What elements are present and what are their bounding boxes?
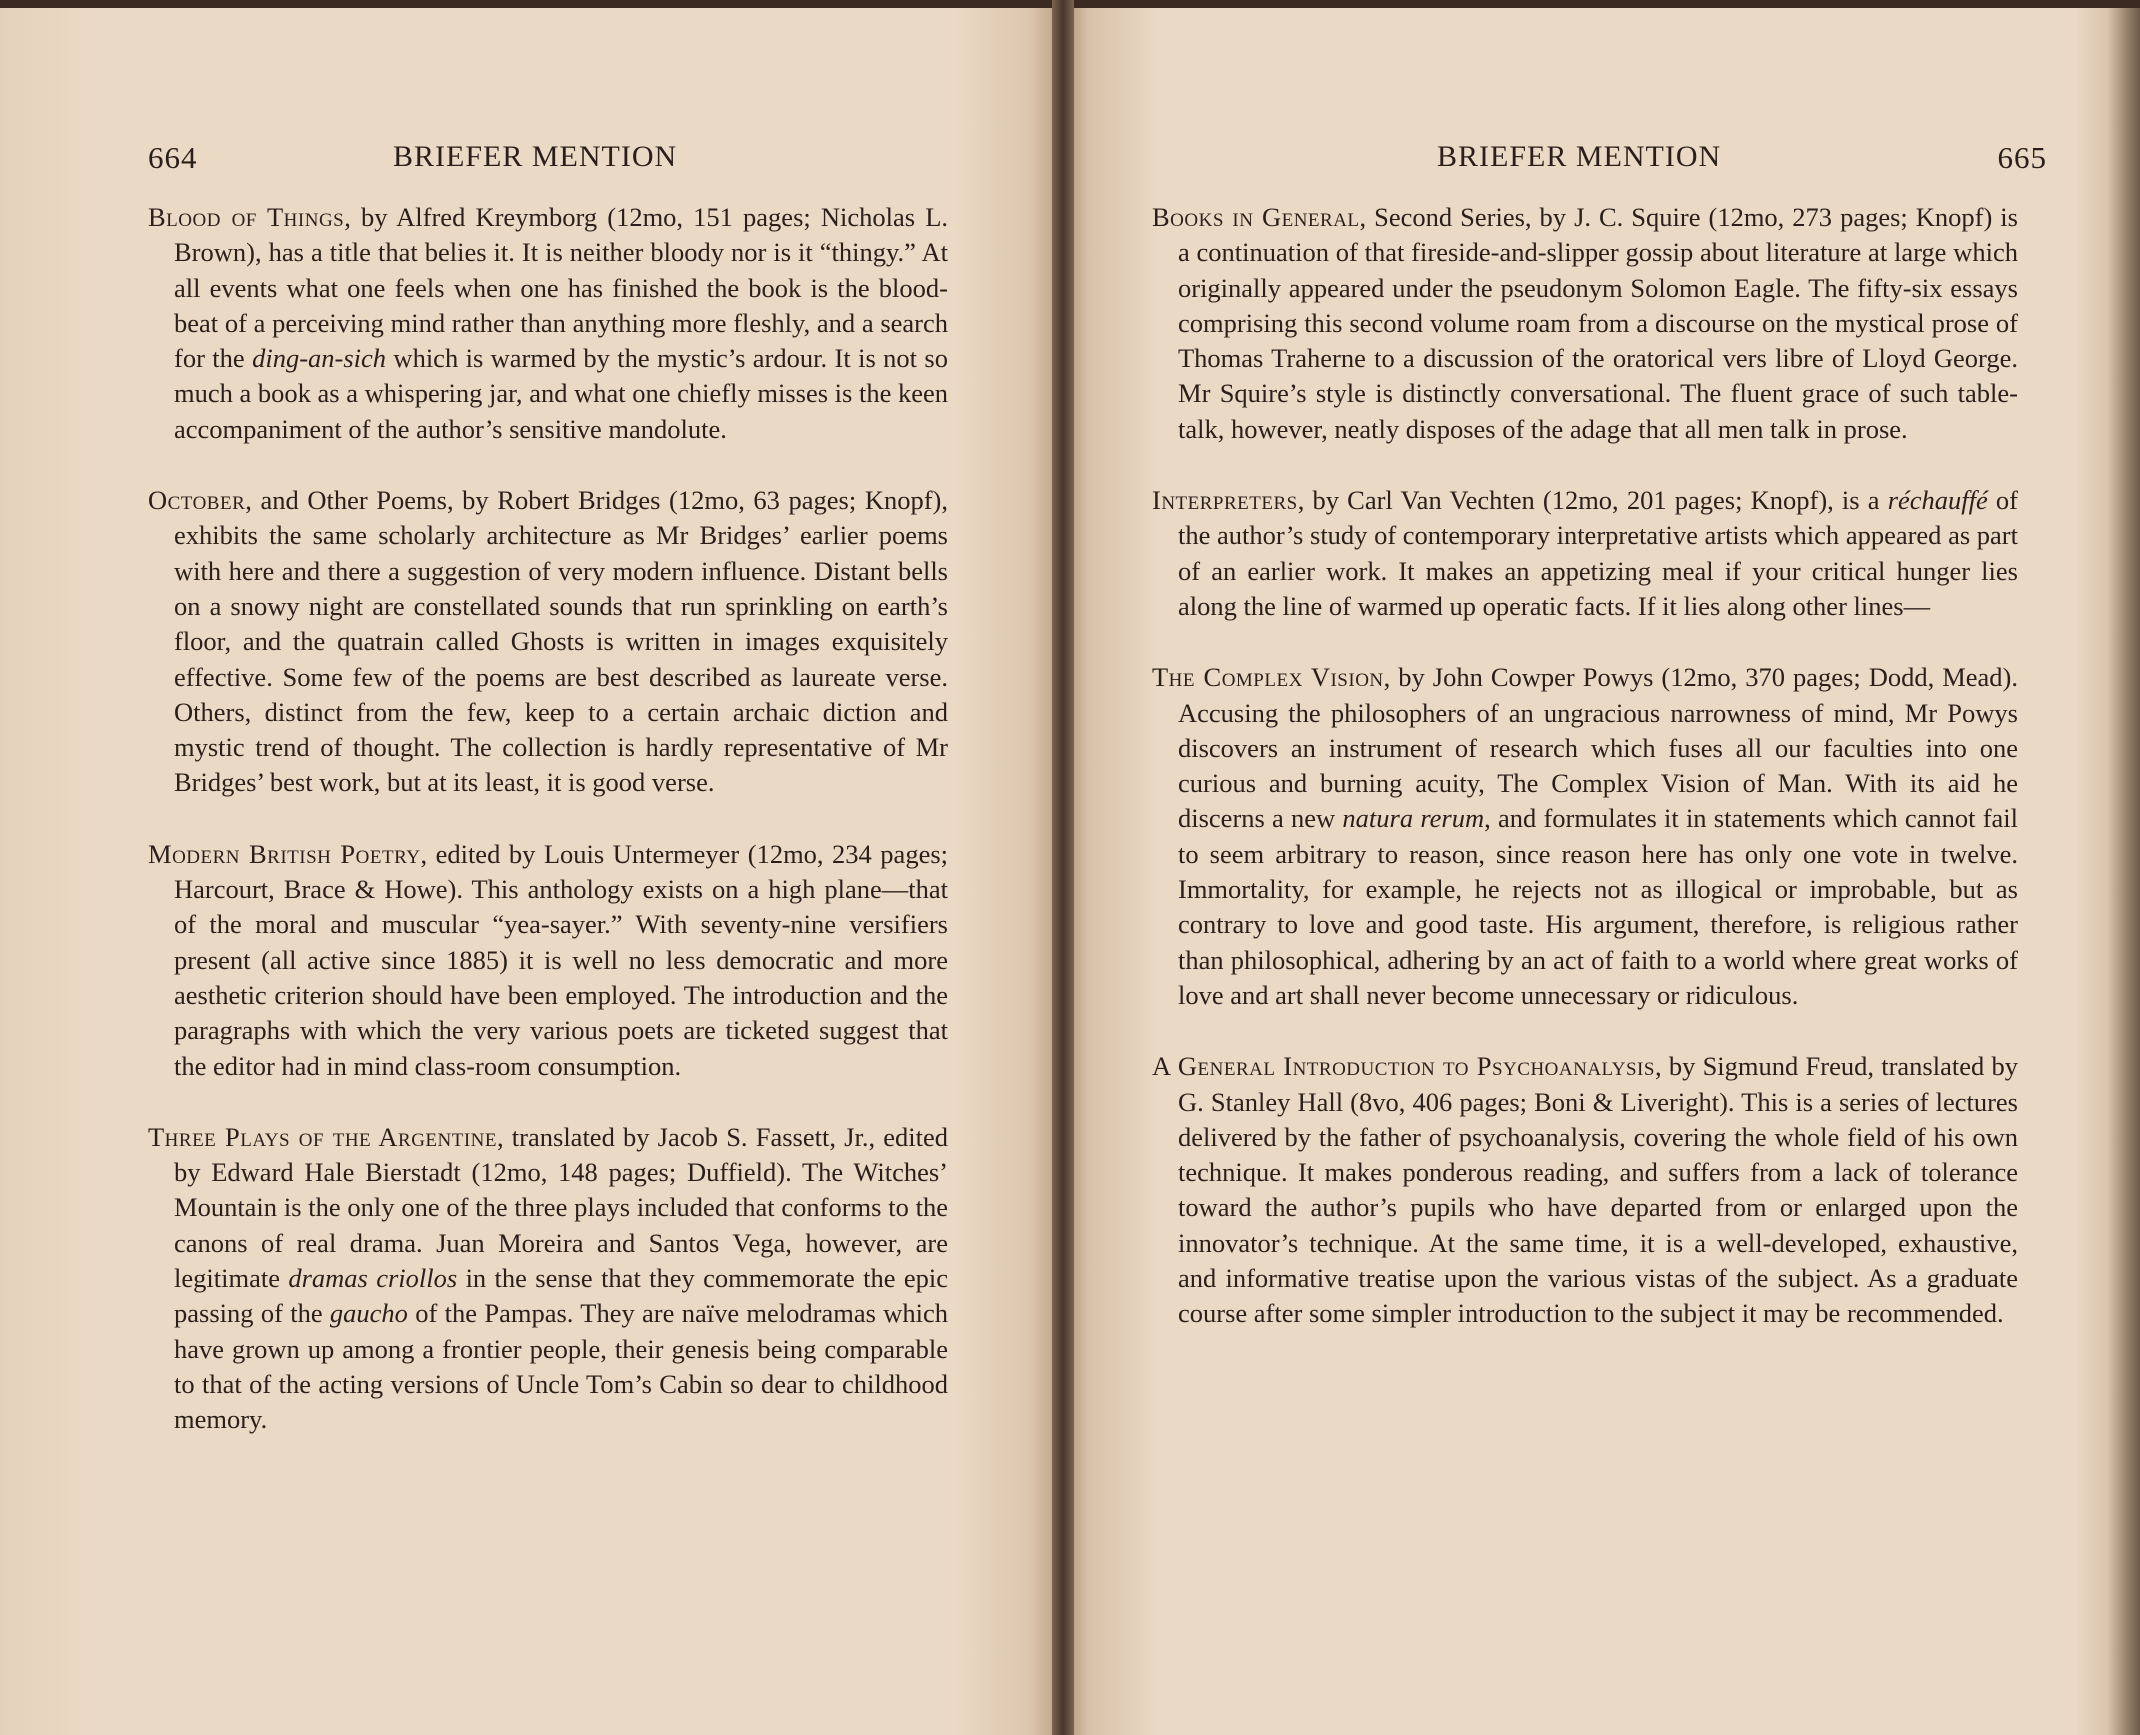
italic-term: dramas criollos xyxy=(288,1263,458,1294)
review-text: , by Alfred Kreymborg (12mo, 151 pages; Nicholas L. Brown), has a title that belies it. It is neither bloody nor is it “thingy.” At all events what one feels when one has finished the book is the blood-beat of a perceiving mind rather than anything more fleshly, and a search for the xyxy=(174,202,949,374)
review-text: in the sense that they commemorate the epic passing of the xyxy=(174,1263,948,1329)
left-page xyxy=(0,8,1062,1735)
italic-term: réchauffé xyxy=(1887,485,1988,516)
review-entry-the-complex-vision xyxy=(1152,660,2018,1013)
page-number: 665 xyxy=(1997,140,2047,175)
review-text: , translated by Jacob S. Fassett, Jr., edited by Edward Hale Bierstadt (12mo, 148 pages; Duffield). The Witches’ Mountain is the only one of the three plays included that conforms to the canons of real drama. Juan Moreira and Santos Vega, however, are legitimate xyxy=(174,1121,949,1294)
book-title: Modern British Poetry xyxy=(148,838,421,869)
review-entry-three-plays-of-the-argentine xyxy=(148,1120,948,1438)
review-text: , by John Cowper Powys (12mo, 370 pages; Dodd, Mead). Accusing the philosophers of an ungracious narrowness of mind, Mr Powys discovers an instrument of research which fuses all our faculties into one curious and burning acuity, The Complex Vision of Man. With its aid he discerns a new xyxy=(1178,662,2018,834)
review-text: , by Sigmund Freud, translated by G. Stanley Hall (8vo, 406 pages; Boni & Liveright). This is a series of lectures delivered by the father of psychoanalysis, covering the whole field of his own technique. It makes ponderous reading, and suffers from a lack of tolerance toward the author’s pupils who have departed from or enlarged upon the innovator’s technique. At the same time, it is a well-developed, exhaustive, and informative treatise upon the various vistas of the subject. As a graduate course after some simpler introduction to the subject it may be recommended. xyxy=(1178,1051,2018,1329)
review-entry-interpreters xyxy=(1152,483,2018,624)
review-text: , Second Series, by J. C. Squire (12mo, 273 pages; Knopf) is a continuation of that fireside-and-slipper gossip about literature at large which originally appeared under the pseudonym Solomon Eagle. The fifty-six essays comprising this second volume roam from a discourse on the mystical prose of Thomas Traherne to a discussion of the oratorical vers libre of Lloyd George. Mr Squire’s style is distinctly conversational. The fluent grace of such table-talk, however, neatly disposes of the adage that all men talk in prose. xyxy=(1178,202,2018,444)
review-entry-blood-of-things xyxy=(148,200,948,447)
review-text: , and formulates it in statements which cannot fail to seem arbitrary to reason, since reason here has only one vote in twelve. Immortality, for example, he rejects not as illogical or improbable, but as contrary to love and good taste. His argument, therefore, is religious rather than philosophical, adhering by an act of faith to a world where great works of love and art shall never become unnecessary or ridiculous. xyxy=(1178,803,2019,1010)
book-title: A General Introduction to Psychoanalysis xyxy=(1152,1051,1655,1082)
review-text: , by Carl Van Vechten (12mo, 201 pages; Knopf), is a xyxy=(1297,485,1888,516)
right-page-header xyxy=(1377,140,2047,184)
review-entry-modern-british-poetry xyxy=(148,837,948,1084)
right-page-body xyxy=(1152,200,2018,1368)
review-text: of the Pampas. They are naïve melodramas which have grown up among a frontier people, their genesis being comparable to that of the acting versions of Uncle Tom’s Cabin so dear to childhood memory. xyxy=(174,1298,948,1435)
italic-term: natura rerum xyxy=(1342,803,1485,834)
book-title: Books in General xyxy=(1152,202,1360,232)
review-entry-books-in-general xyxy=(1152,200,2018,447)
left-page-body xyxy=(148,200,948,1474)
book-title: October xyxy=(148,485,246,516)
book-gutter xyxy=(1052,0,1074,1735)
right-page xyxy=(1062,8,2140,1735)
italic-term: gaucho xyxy=(329,1298,408,1329)
review-text: which is warmed by the mystic’s ardour. It is not so much a book as a whispering jar, and what one chiefly misses is the keen accompaniment of the author’s sensitive mandolute. xyxy=(174,343,948,444)
review-entry-october xyxy=(148,483,948,801)
review-text: , edited by Louis Untermeyer (12mo, 234 pages; Harcourt, Brace & Howe). This anthology exists on a high plane—that of the moral and muscular “yea-sayer.” With seventy-nine versifiers present (all active since 1885) it is well no less democratic and more aesthetic criterion should have been employed. The introduction and the paragraphs with which the very various poets are ticketed suggest that the editor had in mind class-room consumption. xyxy=(174,838,949,1081)
review-entry-general-introduction-to-psychoanalysis xyxy=(1152,1049,2018,1331)
italic-term: ding-an-sich xyxy=(252,343,387,374)
review-text: of the author’s study of contemporary interpretative artists which appeared as part of an earlier work. It makes an appetizing meal if your critical hunger lies along the line of warmed up operatic facts. If it lies along other lines— xyxy=(1178,485,2018,621)
review-text: , and Other Poems, by Robert Bridges (12mo, 63 pages; Knopf), exhibits the same scholarly architecture as Mr Bridges’ earlier poems with here and there a suggestion of very modern influence. Distant bells on a snowy night are constellated sounds that run sprinkling on earth’s floor, and the quatrain called Ghosts is written in images exquisitely effective. Some few of the poems are best described as laureate verse. Others, distinct from the few, keep to a certain archaic diction and mystic trend of thought. The collection is hardly representative of Mr Bridges’ best work, but at its least, it is good verse. xyxy=(174,485,948,798)
book-title: Blood of Things xyxy=(148,202,345,232)
page-number: 664 xyxy=(148,140,198,175)
running-head: BRIEFER MENTION xyxy=(393,140,678,173)
book-title: The Complex Vision xyxy=(1152,662,1384,693)
left-page-header xyxy=(148,140,948,184)
running-head: BRIEFER MENTION xyxy=(1437,140,1722,173)
book-title: Interpreters xyxy=(1152,485,1298,516)
book-title: Three Plays of the Argentine xyxy=(148,1121,497,1152)
